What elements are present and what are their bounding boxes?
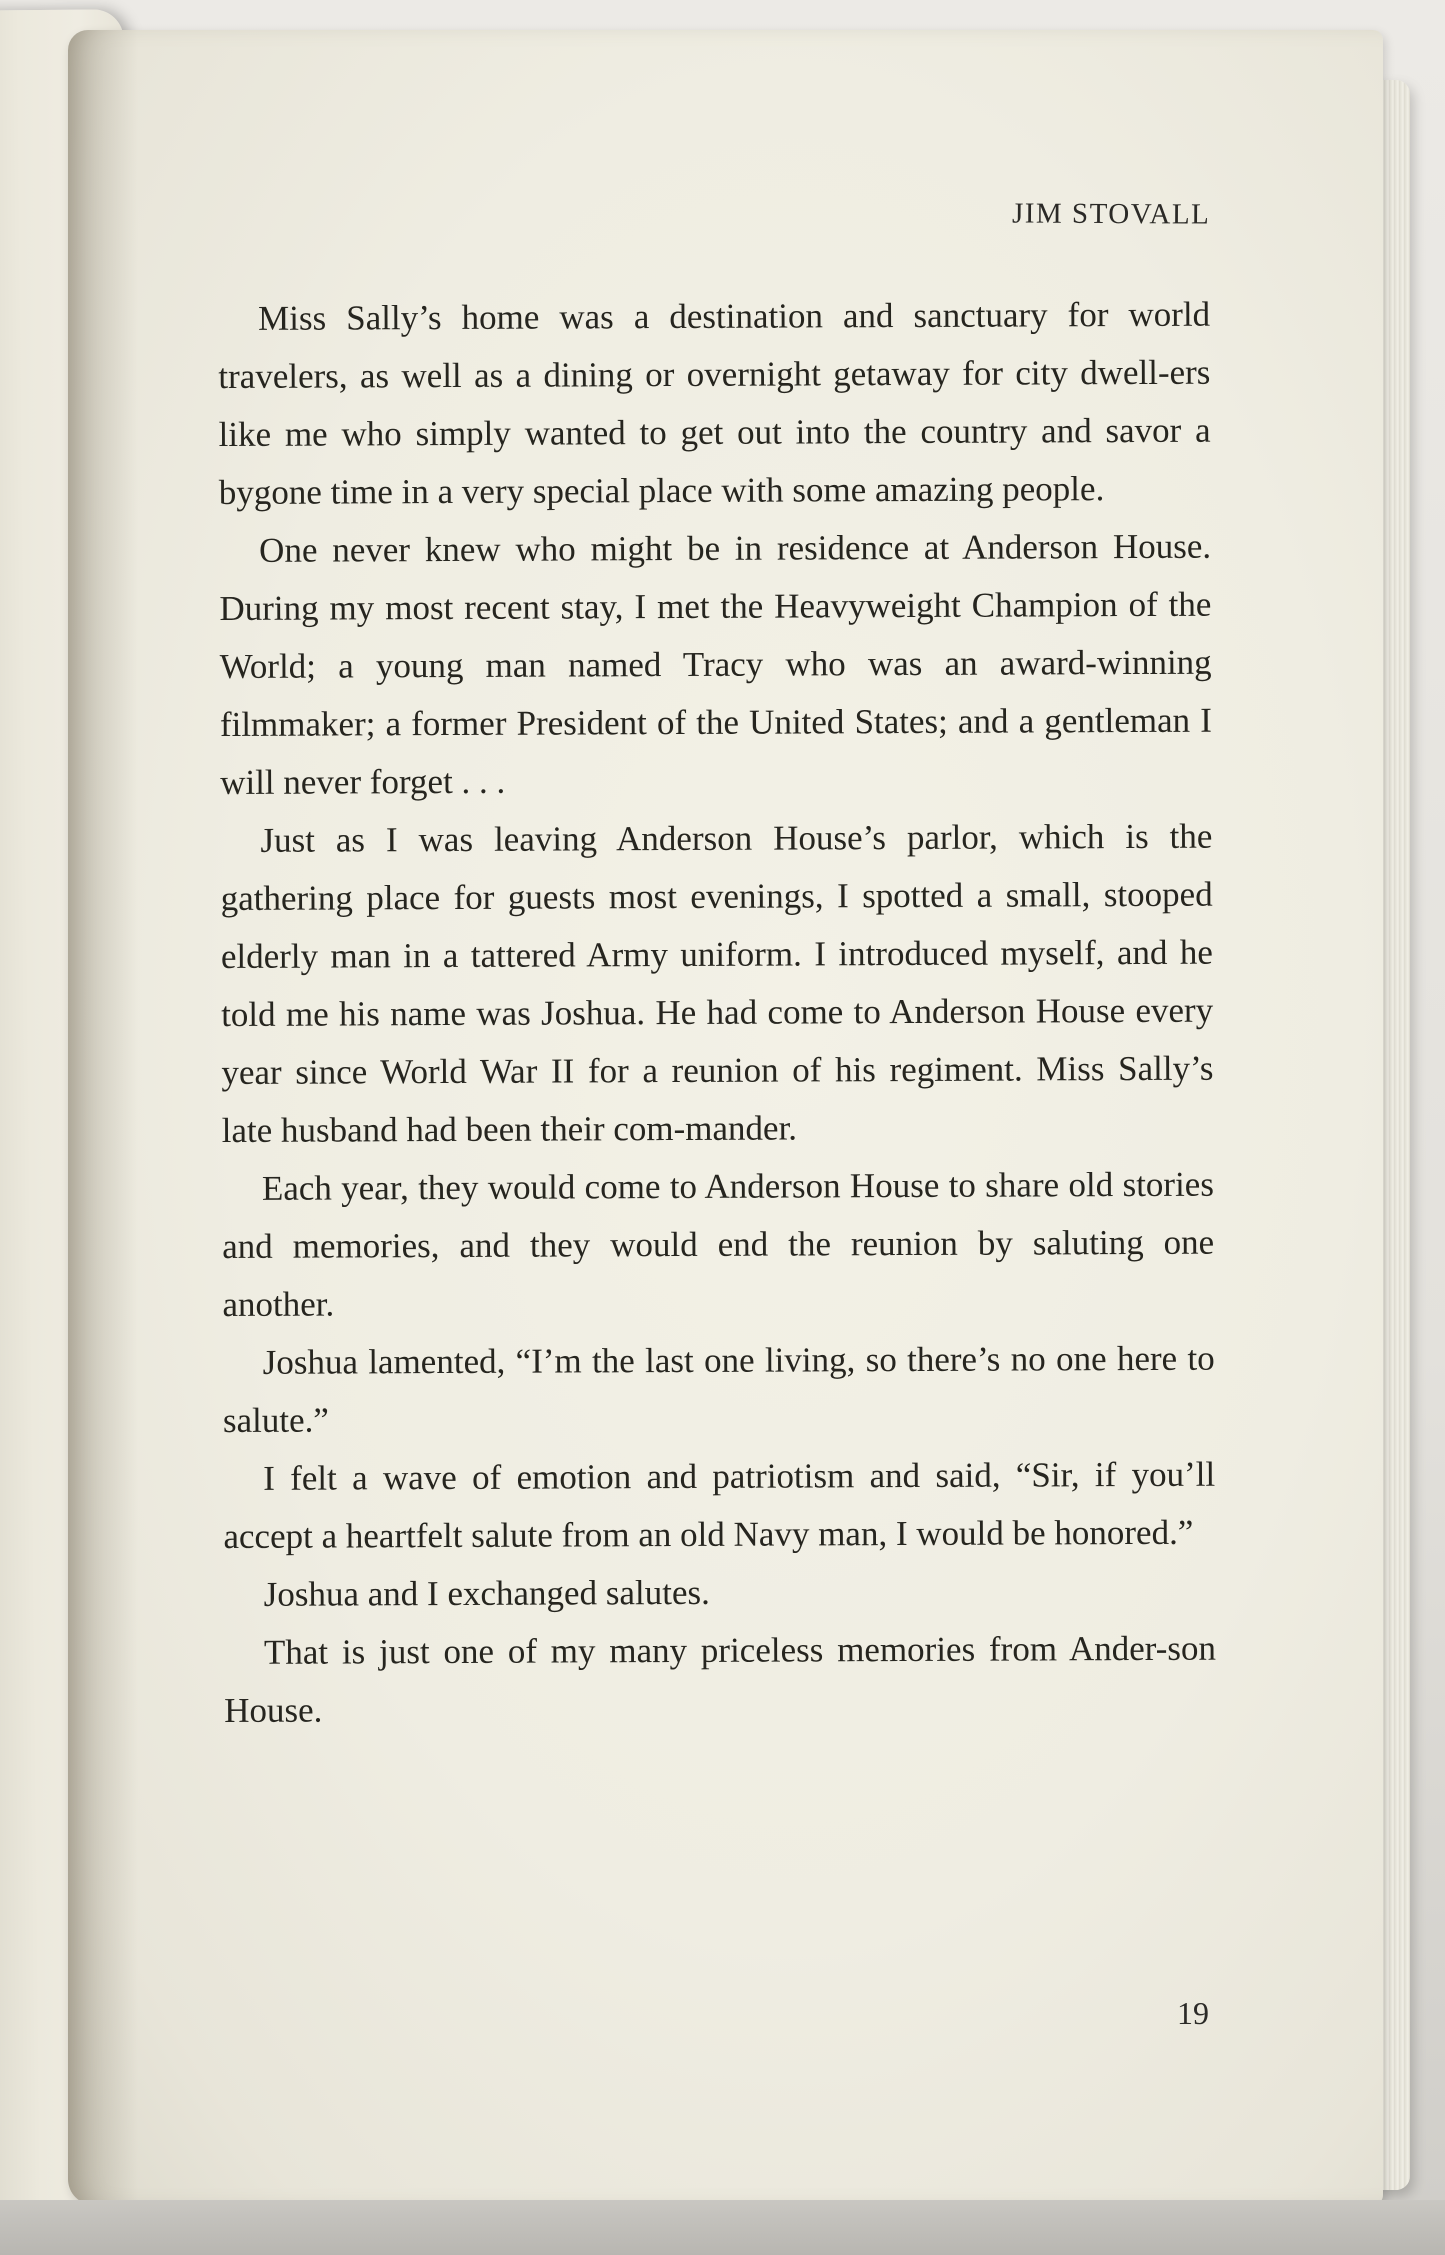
table-surface bbox=[0, 2200, 1445, 2255]
body-text bbox=[218, 286, 1216, 1740]
paragraph: Each year, they would come to Anderson House to share old stories and memories, and they would end the reunion by saluting one another. bbox=[222, 1164, 1215, 1324]
paragraph: I felt a wave of emotion and patriotism and said, “Sir, if you’ll accept a heartfelt salute from an old Navy man, I would be honored.” bbox=[223, 1454, 1216, 1556]
paragraph: Joshua lamented, “I’m the last one living, so there’s no one here to salute.” bbox=[222, 1338, 1215, 1440]
page-number: 19 bbox=[1177, 1995, 1209, 2031]
gutter-shadow bbox=[68, 30, 138, 2205]
paragraph: Miss Sally’s home was a destination and sanctuary for world travelers, as well as a dining or overnight getaway for city dwell-ers like me who simply wanted to get out into the country and savor a bygone time in a very special place with some amazing people. bbox=[218, 294, 1211, 512]
paragraph: Joshua and I exchanged salutes. bbox=[263, 1572, 710, 1614]
paragraph: One never knew who might be in residence at Anderson House. During my most recent stay, I met the Heavyweight Champion of the World; a young man named Tracy who was an award-winning filmmaker; a former President of the United States; and a gentleman I will never forget . . . bbox=[219, 526, 1212, 802]
paragraph: Just as I was leaving Anderson House’s parlor, which is the gathering place for guests most evenings, I spotted a small, stooped elderly man in a tattered Army uniform. I introduced myself, and he told me his name was Joshua. He had come to Anderson House every year since World War II for a reunion of his regiment. Miss Sally’s late husband had been their com-mander. bbox=[220, 816, 1214, 1150]
running-head: JIM STOVALL bbox=[1011, 197, 1211, 231]
paragraph: That is just one of my many priceless memories from Ander-son House. bbox=[224, 1628, 1217, 1730]
